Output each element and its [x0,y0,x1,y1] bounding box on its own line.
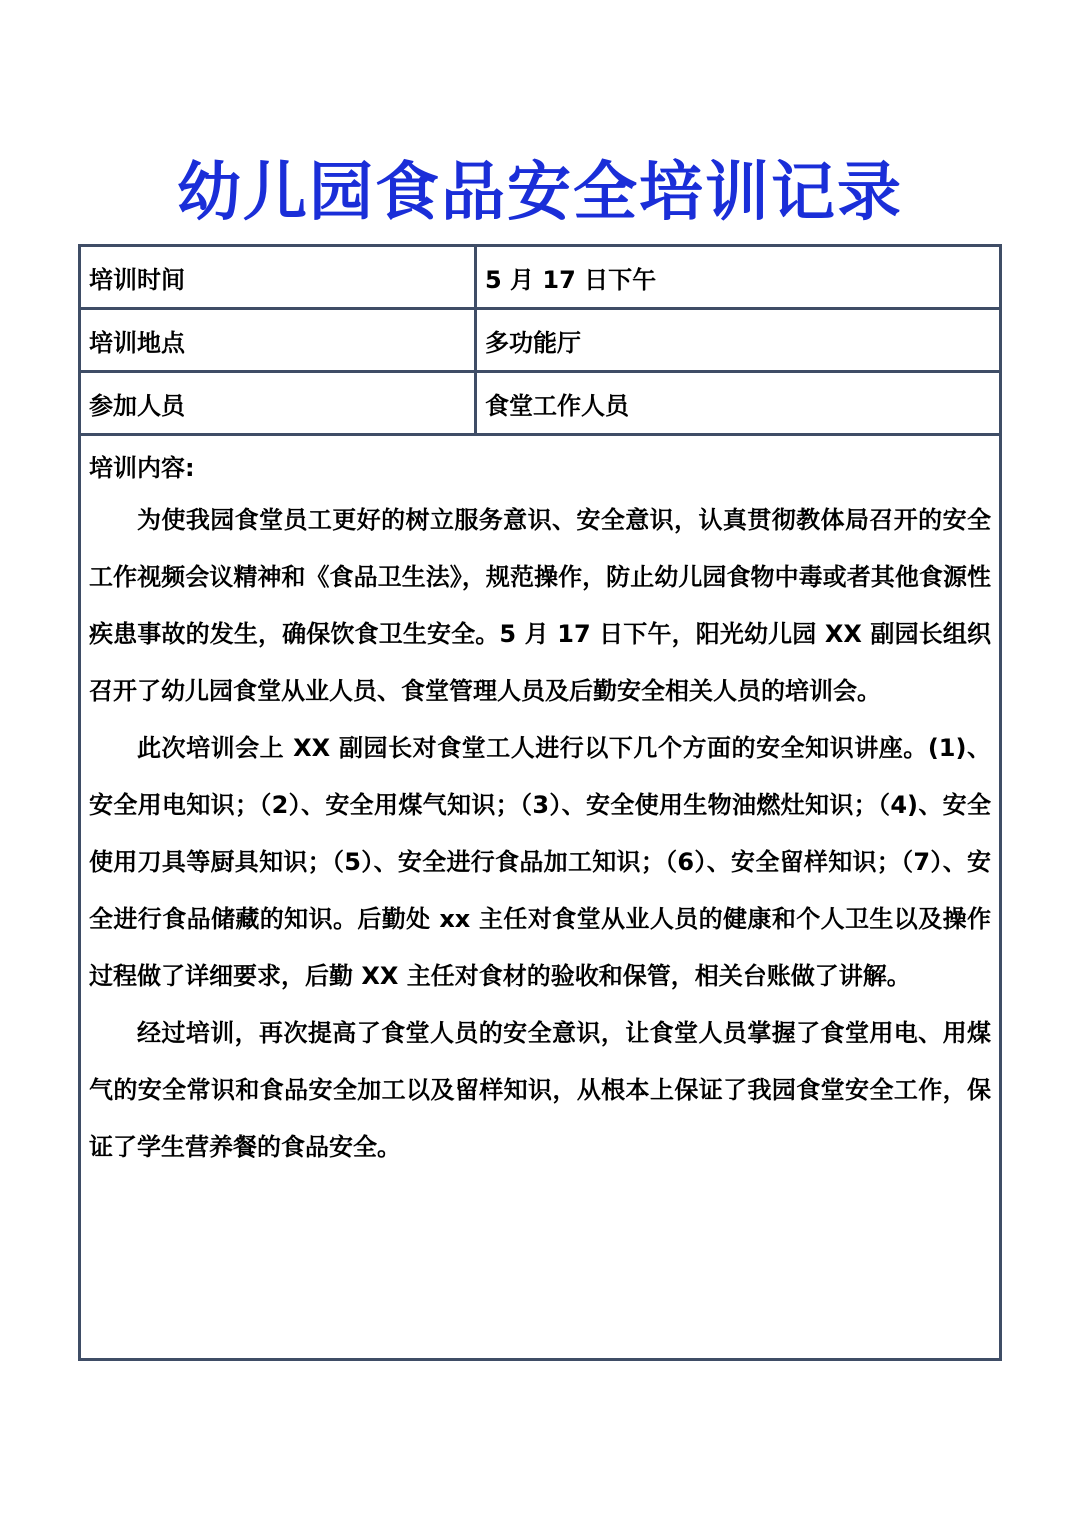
training-location-label: 培训地点 [80,309,476,372]
participants-value: 食堂工作人员 [476,372,1001,435]
page-title: 幼儿园食品安全培训记录 [177,156,903,230]
training-time-value: 5 月 17 日下午 [476,246,1001,309]
training-time-label: 培训时间 [80,246,476,309]
table-row [80,309,1001,372]
participants-label: 参加人员 [80,372,476,435]
table-row [80,246,1001,309]
training-content-label: 培训内容: [89,454,195,482]
content-paragraph: 经过培训，再次提高了食堂人员的安全意识，让食堂人员掌握了食堂用电、用煤气的安全常识和食品安全加工以及留样知识，从根本上保证了我园食堂安全工作，保证了学生营养餐的食品安全。 [89,1019,991,1161]
content-paragraph: 为使我园食堂员工更好的树立服务意识、安全意识，认真贯彻教体局召开的安全工作视频会议精神和《食品卫生法》，规范操作，防止幼儿园食物中毒或者其他食源性疾患事故的发生，确保饮食卫生安全。5 月 17 日下午，阳光幼儿园 XX 副园长组织召开了幼儿园食堂从业人员、食堂管理人员及后勤安全相关人员的培训会。 [89,506,991,705]
table-row [80,372,1001,435]
training-location-value: 多功能厅 [476,309,1001,372]
training-record-table [78,244,1002,1361]
training-content-cell [80,435,1001,1360]
content-paragraph: 此次培训会上 XX 副园长对食堂工人进行以下几个方面的安全知识讲座。(1)、安全用电知识；（2）、安全用煤气知识；（3）、安全使用生物油燃灶知识；（4)、安全使用刀具等厨具知识；（5）、安全进行食品加工知识；（6）、安全留样知识；（7）、安全进行食品储藏的知识。后勤处 xx 主任对食堂从业人员的健康和个人卫生以及操作过程做了详细要求，后勤 XX 主任对食材的验收和保管，相关台账做了讲解。 [89,734,991,990]
table-row [80,435,1001,1360]
